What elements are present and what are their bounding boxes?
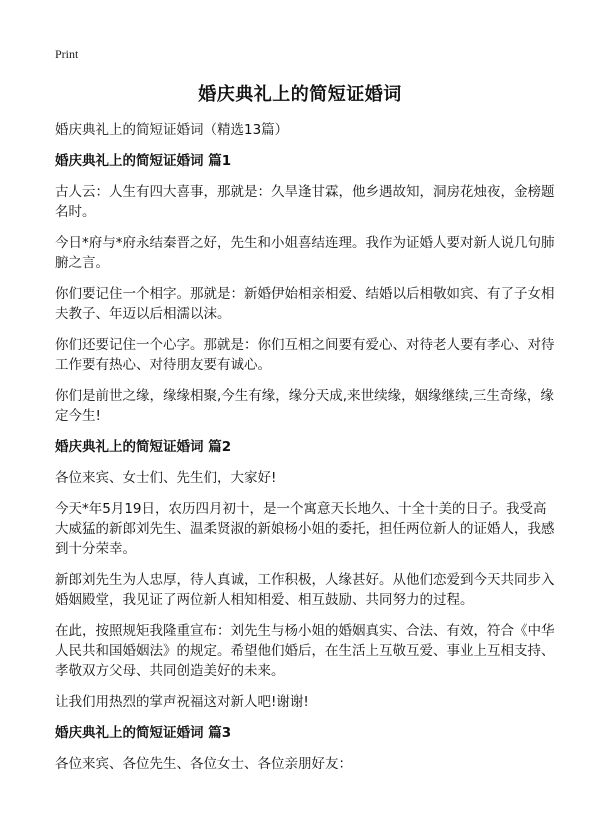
- section-1-paragraph-1: 古人云：人生有四大喜事，那就是：久旱逢甘霖，他乡遇故知，洞房花烛夜，金榜题名时。: [55, 184, 555, 220]
- section-1-paragraph-2: 今日*府与*府永结秦晋之好，先生和小姐喜结连理。我作为证婚人要对新人说几句肺腑之言。: [55, 235, 555, 271]
- section-2-paragraph-3: 新郎刘先生为人忠厚，待人真诚，工作积极，人缘甚好。从他们恋爱到今天共同步入婚姻殿堂，我见证了两位新人相知相爱、相互鼓励、共同努力的过程。: [55, 572, 555, 608]
- section-1-paragraph-4: 你们还要记住一个心字。那就是：你们互相之间要有爱心、对待老人要有孝心、对待工作要有热心、对待朋友要有诚心。: [55, 337, 555, 373]
- document-subtitle: 婚庆典礼上的简短证婚词（精选13篇）: [55, 122, 289, 138]
- print-link[interactable]: Print: [55, 47, 79, 61]
- section-1-paragraph-3: 你们要记住一个相字。那就是：新婚伊始相亲相爱、结婚以后相敬如宾、有了子女相夫教子、年迈以后相濡以沫。: [55, 286, 555, 322]
- section-2-paragraph-4: 在此，按照规矩我隆重宣布：刘先生与杨小姐的婚姻真实、合法、有效，符合《中华人民共和国婚姻法》的规定。希望他们婚后，在生活上互敬互爱、事业上互相支持、孝敬双方父母、共同创造美好的未来。: [55, 623, 555, 679]
- section-heading-1: 婚庆典礼上的简短证婚词 篇1: [55, 153, 232, 169]
- section-2-paragraph-5: 让我们用热烈的掌声祝福这对新人吧!谢谢!: [55, 694, 309, 710]
- section-3-paragraph-1: 各位来宾、各位先生、各位女士、各位亲朋好友：: [55, 756, 352, 772]
- section-2-paragraph-1: 各位来宾、女士们、先生们，大家好!: [55, 470, 277, 486]
- section-heading-2: 婚庆典礼上的简短证婚词 篇2: [55, 439, 232, 455]
- page-title: 婚庆典礼上的简短证婚词: [198, 84, 402, 105]
- section-heading-3: 婚庆典礼上的简短证婚词 篇3: [55, 725, 232, 741]
- section-1-paragraph-5: 你们是前世之缘，缘缘相聚,今生有缘，缘分天成,来世续缘，姻缘继续,三生奇缘，缘定今生!: [55, 388, 554, 424]
- document-body: [55, 120, 555, 785]
- section-2-paragraph-2: 今天*年5月19日，农历四月初十，是一个寓意天长地久、十全十美的日子。我受高大威猛的新郎刘先生、温柔贤淑的新娘杨小姐的委托，担任两位新人的证婚人，我感到十分荣幸。: [55, 501, 555, 557]
